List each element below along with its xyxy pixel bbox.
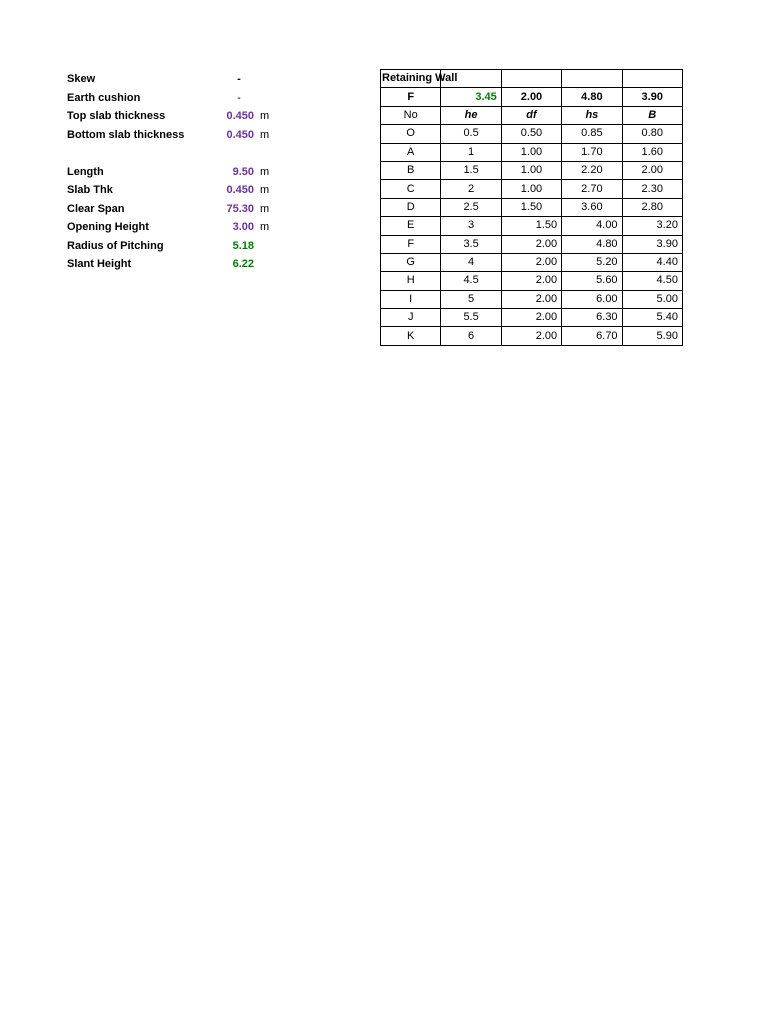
- table-row: [381, 125, 683, 143]
- table-row: [381, 272, 683, 290]
- cell-b: 5.40: [622, 309, 682, 327]
- cell-he: 4: [441, 253, 501, 271]
- cell-no: C: [381, 180, 441, 198]
- header-row: [381, 106, 683, 124]
- param-unit: m: [260, 221, 270, 233]
- param-label: Earth cushion: [67, 91, 141, 104]
- cell-hs: 4.80: [562, 235, 622, 253]
- selected-hs: 4.80: [562, 88, 622, 106]
- cell-df: 2.00: [501, 327, 561, 345]
- header-no: No: [381, 106, 441, 124]
- cell-hs: 6.00: [562, 290, 622, 308]
- cell-he: 3: [441, 217, 501, 235]
- cell-hs: 5.60: [562, 272, 622, 290]
- table-title-row: [381, 70, 683, 88]
- cell-df: 2.00: [501, 309, 561, 327]
- param-value: 3.00: [232, 221, 254, 233]
- selected-b: 3.90: [622, 88, 682, 106]
- table-row: [381, 180, 683, 198]
- cell-no: F: [381, 235, 441, 253]
- cell-df: 1.50: [501, 198, 561, 216]
- cell-hs: 4.00: [562, 217, 622, 235]
- param-unit: m: [260, 202, 270, 215]
- retaining-wall-table: [380, 69, 683, 346]
- header-hs: hs: [562, 106, 622, 124]
- table-row: [381, 161, 683, 179]
- cell-df: 1.00: [501, 143, 561, 161]
- table-row: [381, 217, 683, 235]
- cell-b: 2.30: [622, 180, 682, 198]
- cell-he: 5.5: [441, 309, 501, 327]
- cell-no: A: [381, 143, 441, 161]
- table-row: [381, 290, 683, 308]
- cell-hs: 6.30: [562, 309, 622, 327]
- cell-b: 3.90: [622, 235, 682, 253]
- cell-no: I: [381, 290, 441, 308]
- cell-he: 2.5: [441, 198, 501, 216]
- param-value: 9.50: [232, 165, 254, 178]
- cell-b: 5.00: [622, 290, 682, 308]
- cell-b: 5.90: [622, 327, 682, 345]
- param-label: Length: [67, 165, 104, 178]
- param-unit: m: [260, 128, 270, 141]
- cell-b: 2.80: [622, 198, 682, 216]
- cell-he: 3.5: [441, 235, 501, 253]
- table-title: Retaining Wall: [382, 72, 458, 84]
- param-value: 0.450: [226, 184, 254, 196]
- cell-no: G: [381, 253, 441, 271]
- cell-he: 1.5: [441, 161, 501, 179]
- param-unit: m: [260, 165, 270, 178]
- header-b: B: [622, 106, 682, 124]
- cell-b: 4.40: [622, 253, 682, 271]
- table-row: [381, 309, 683, 327]
- selected-df: 2.00: [501, 88, 561, 106]
- cell-he: 1: [441, 143, 501, 161]
- selected-row: [381, 88, 683, 106]
- param-value: 0.450: [226, 128, 254, 141]
- param-value: 5.18: [232, 239, 254, 252]
- param-value: 6.22: [232, 258, 254, 270]
- cell-b: 1.60: [622, 143, 682, 161]
- empty-cell: [501, 70, 561, 88]
- table-row: [381, 235, 683, 253]
- table-row: [381, 198, 683, 216]
- empty-cell: [622, 70, 682, 88]
- cell-he: 4.5: [441, 272, 501, 290]
- cell-no: E: [381, 217, 441, 235]
- param-label: Bottom slab thickness: [67, 128, 185, 141]
- cell-df: 1.00: [501, 180, 561, 198]
- cell-hs: 6.70: [562, 327, 622, 345]
- cell-no: O: [381, 125, 441, 143]
- cell-df: 2.00: [501, 253, 561, 271]
- cell-no: K: [381, 327, 441, 345]
- cell-he: 0.5: [441, 125, 501, 143]
- cell-df: 1.50: [501, 217, 561, 235]
- header-he: he: [441, 106, 501, 124]
- table-row: [381, 253, 683, 271]
- cell-hs: 0.85: [562, 125, 622, 143]
- param-value: 0.450: [226, 110, 254, 122]
- param-unit: m: [260, 184, 270, 196]
- cell-hs: 2.70: [562, 180, 622, 198]
- param-value: 75.30: [226, 202, 254, 215]
- cell-hs: 3.60: [562, 198, 622, 216]
- table-title-cell: [381, 70, 458, 88]
- param-value: -: [237, 73, 241, 85]
- table-row: [381, 143, 683, 161]
- cell-b: 4.50: [622, 272, 682, 290]
- cell-hs: 5.20: [562, 253, 622, 271]
- cell-he: 6: [441, 327, 501, 345]
- cell-he: 5: [441, 290, 501, 308]
- param-label: Slab Thk: [67, 184, 113, 196]
- param-value: -: [237, 91, 241, 104]
- param-label: Opening Height: [67, 221, 149, 233]
- cell-no: B: [381, 161, 441, 179]
- cell-df: 1.00: [501, 161, 561, 179]
- selected-no: F: [381, 88, 441, 106]
- cell-hs: 2.20: [562, 161, 622, 179]
- cell-df: 2.00: [501, 235, 561, 253]
- header-df: df: [501, 106, 561, 124]
- selected-he: 3.45: [441, 88, 501, 106]
- param-label: Top slab thickness: [67, 110, 166, 122]
- cell-no: H: [381, 272, 441, 290]
- param-unit: m: [260, 110, 270, 122]
- cell-hs: 1.70: [562, 143, 622, 161]
- cell-df: 0.50: [501, 125, 561, 143]
- param-label: Slant Height: [67, 258, 132, 270]
- param-label: Radius of Pitching: [67, 239, 164, 252]
- table-row: [381, 327, 683, 345]
- empty-cell: [562, 70, 622, 88]
- cell-df: 2.00: [501, 272, 561, 290]
- cell-df: 2.00: [501, 290, 561, 308]
- cell-he: 2: [441, 180, 501, 198]
- cell-b: 0.80: [622, 125, 682, 143]
- cell-b: 3.20: [622, 217, 682, 235]
- param-label: Clear Span: [67, 202, 125, 215]
- cell-b: 2.00: [622, 161, 682, 179]
- cell-no: D: [381, 198, 441, 216]
- cell-no: J: [381, 309, 441, 327]
- param-label: Skew: [67, 73, 96, 85]
